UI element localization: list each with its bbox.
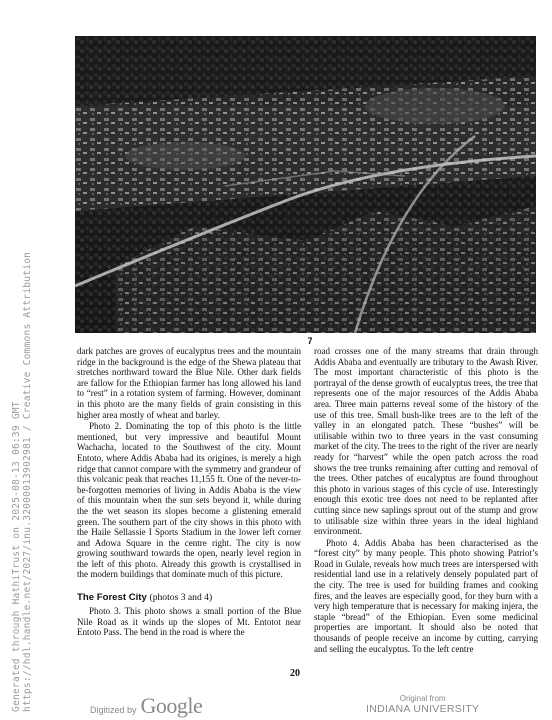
original-source-credit xyxy=(366,694,479,715)
left-paragraph-2: Photo 2. Dominating the top of this photo is the little mentioned, but very impressive and beautiful Mount Wachacha, located to the Southwest of the city. Mount Entoto, where Addis Ababa had its origines, is merely a high ridge that cannot compare with the symmetry and grandeur of this volcanic peak that reaches 11,155 ft. One of the never-to-be-forgotten memories of living in Addis Ababa is the view of this mountain when the sun sets beyond it, while during the the wet season its slopes become a glistening emerald green. The southern part of the city shows in this photo with the Haile Sellassie I Sports Stadium in the lower left corner and Adowa Square in the centre right. The city is now growing southward towards the open, nearly level region in the left of this photo. Already this growth is crystallised in the modern buildings that dominate much of this picture. xyxy=(77,421,301,580)
google-logo: Google xyxy=(140,693,203,718)
left-paragraph-3: Photo 3. This photo shows a small portion of the Blue Nile Road as it winds up the slopes of Mt. Entotot near Entoto Pass. The bend in the road is where the xyxy=(77,606,301,638)
right-paragraph-2: Photo 4. Addis Ababa has been characterised as the “forest city” by many people. This photo showing Patriot’s Road in Gulale, reveals how much trees are interspersed with residential land use in a relatively densely populated part of the city. The tree is used for building frames and cooking fires, and the leaves are especially good, for they burn with a very high temperature that is necessary for making injera, the staple “bread” of the Ethiopian. Even some medicinal properties are important. It should also be noted that thousands of people receive an income by cutting, carrying and selling the eucalyptus. To the left centre xyxy=(314,537,538,654)
watermark-line-2: https://hdl.handle.net/2027/inu.32000013902981 / Creative Commons Attribution xyxy=(22,251,33,712)
photo-number: 7 xyxy=(307,336,313,346)
right-column xyxy=(314,346,538,654)
digitized-by-label: Digitized by xyxy=(90,705,137,715)
watermark-text xyxy=(11,252,33,712)
section-heading-title: The Forest City xyxy=(77,592,147,604)
hathitrust-watermark xyxy=(0,0,33,720)
aerial-photo-image xyxy=(75,36,536,333)
page-number: 20 xyxy=(290,668,300,679)
left-paragraph-1: dark patches are groves of eucalyptus trees and the mountain ridge in the background is the edge of the Shewa plateau that stretches northward toward the Blue Nile. Other dark fields are fallow for the Ethiopian farmer has long allowed his land to “rest” in a rotation system of farming. However, dominant in this photo are the many fields of grain consisting in this higher area mostly of wheat and barley. xyxy=(77,346,301,420)
original-from-label: Original from xyxy=(399,694,446,703)
section-heading-note: (photos 3 and 4) xyxy=(149,592,213,604)
aerial-photo xyxy=(75,36,536,333)
watermark-line-1: Generated through HathiTrust on 2025-08-13 06:39 GMT xyxy=(11,401,22,712)
google-digitized-credit xyxy=(90,693,202,719)
right-paragraph-1: road crosses one of the many streams that drain through Addis Ababa and eventually are tributary to the Awash River. The most important characteristic of this photo is the portrayal of the dense growth of eucalyptus trees, the tree that represents one of the major resources of the Addis Ababa area. Three main patterns reveal some of the history of the use of this tree. Small bush-like trees are to the left of the valley in an elongated patch. These “bushes” will be utilisable within two to three years in the vast consuming market of the city. The trees to the right of the river are nearly ready for “harvest” while the open patch across the road shows the tree trunks remaining after cutting and removal of the trees. Other patches of eucalyptus are found throughout this photo in various stages of this cycle of use. Interestingly enough this exotic tree does not need to be replanted after cutting since new saplings sprout out of the stump and grow to utilisable size within three years in the ideal highland environment. xyxy=(314,346,538,537)
university-name: INDIANA UNIVERSITY xyxy=(366,703,480,715)
left-column xyxy=(77,346,301,638)
section-heading xyxy=(77,592,301,603)
